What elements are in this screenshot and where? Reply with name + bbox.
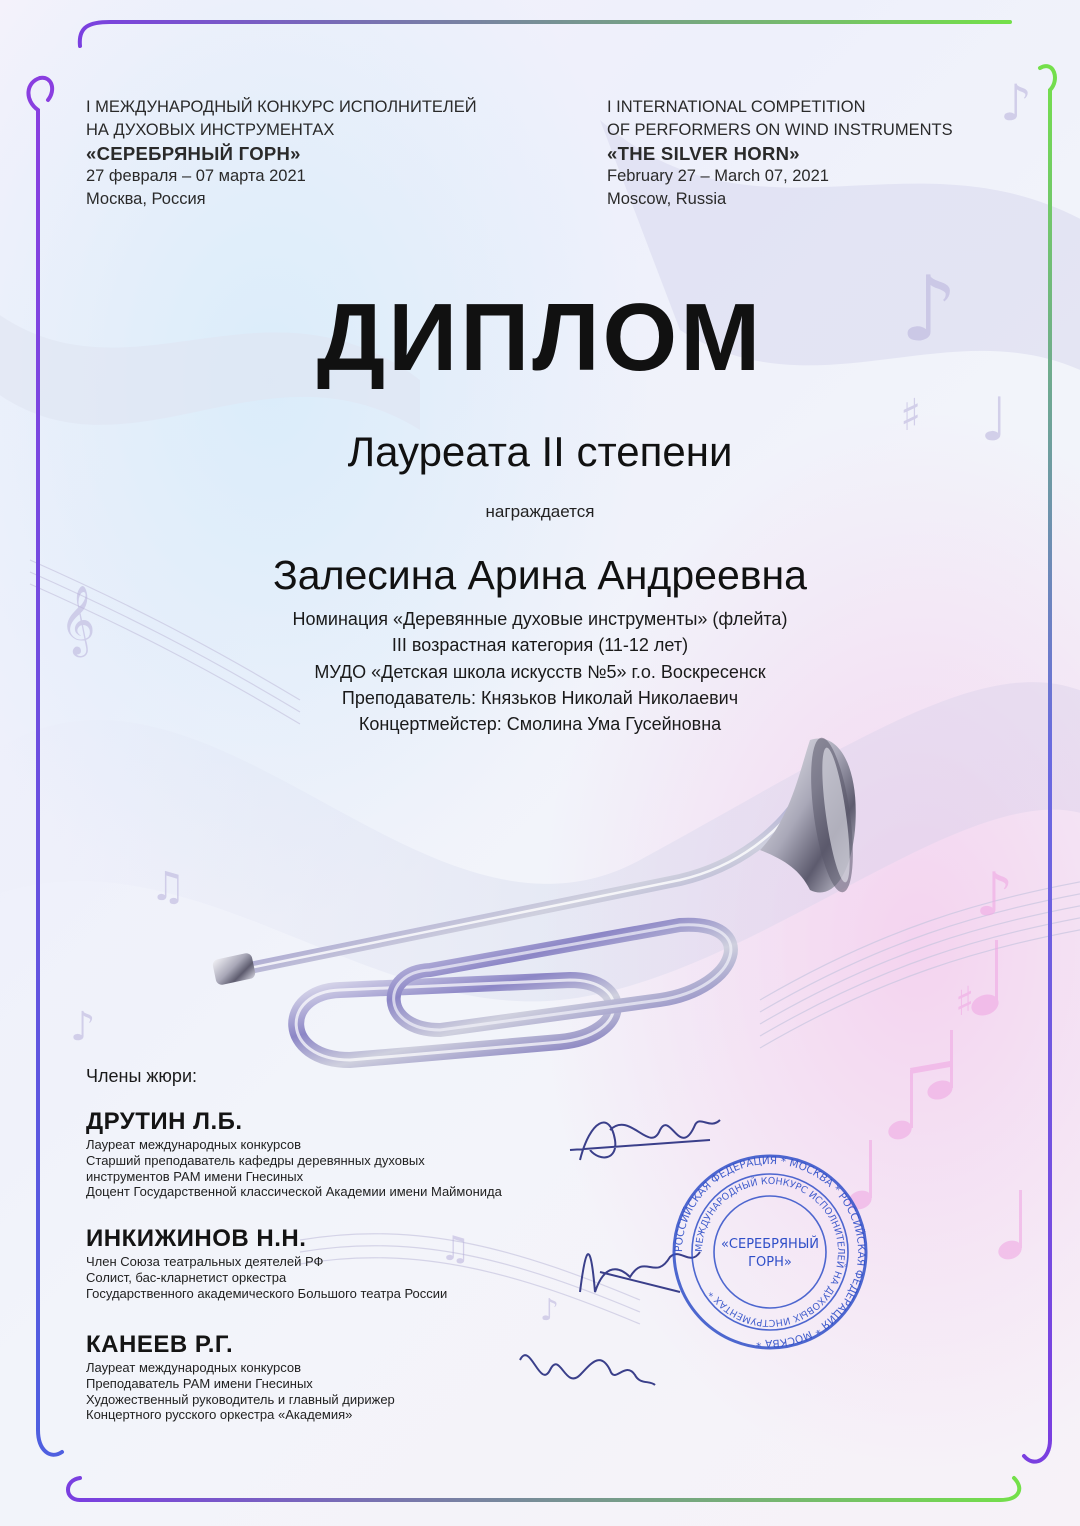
svg-text:♫: ♫ xyxy=(150,864,186,910)
bugle-illustration xyxy=(200,730,880,1070)
svg-text:♪: ♪ xyxy=(1000,74,1032,132)
header-en-place: Moscow, Russia xyxy=(607,190,727,208)
jury-member-line: Художественный руководитель и главный дирижер xyxy=(86,1391,395,1407)
header-en-line1: I INTERNATIONAL COMPETITION xyxy=(607,98,866,116)
detail-age-category: III возрастная категория (11-12 лет) xyxy=(391,635,689,656)
header-en-dates: February 27 – March 07, 2021 xyxy=(607,167,829,185)
jury-member-line: Преподаватель РАМ имени Гнесиных xyxy=(86,1375,313,1391)
jury-member-line: Старший преподаватель кафедры деревянных духовых xyxy=(86,1152,425,1168)
jury-member-line: Доцент Государственной классической Академии имени Маймонида xyxy=(86,1184,502,1200)
svg-text:♪: ♪ xyxy=(975,860,1014,930)
stamp-center-line2: ГОРН» xyxy=(748,1255,792,1270)
svg-text:♪: ♪ xyxy=(70,1004,96,1050)
svg-text:♫: ♫ xyxy=(440,1229,471,1269)
jury-member xyxy=(86,1107,502,1200)
jury-member-line: Солист, бас-кларнетист оркестра xyxy=(86,1269,287,1285)
header-en-competition-name: «THE SILVER HORN» xyxy=(607,143,800,164)
awarded-label: награждается xyxy=(485,502,595,521)
svg-text:𝄞: 𝄞 xyxy=(60,585,96,655)
header-ru-line1: I МЕЖДУНАРОДНЫЙ КОНКУРС ИСПОЛНИТЕЛЕЙ xyxy=(86,98,477,116)
detail-nomination: Номинация «Деревянные духовые инструменты» (флейта) xyxy=(292,609,788,629)
header-ru xyxy=(86,96,477,211)
jury-member-line: Лауреат международных конкурсов xyxy=(86,1360,301,1375)
svg-text:♯: ♯ xyxy=(955,979,975,1025)
svg-text:♯: ♯ xyxy=(900,390,922,441)
jury-heading: Члены жюри: xyxy=(86,1066,197,1086)
jury-member-line: Государственного академического Большого театра России xyxy=(86,1285,448,1301)
header-ru-dates: 27 февраля – 07 марта 2021 xyxy=(86,167,306,185)
svg-text:♩: ♩ xyxy=(980,385,1009,455)
diploma-title: ДИПЛОМ xyxy=(316,284,764,391)
stamp-outer-text: РОССИЙСКАЯ ФЕДЕРАЦИЯ * МОСКВА * РОССИЙСКАЯ ФЕДЕРАЦИЯ * МОСКВА * xyxy=(672,1154,868,1350)
header-ru-competition-name: «СЕРЕБРЯНЫЙ ГОРН» xyxy=(86,143,301,164)
competition-stamp xyxy=(670,1152,870,1352)
detail-teacher: Преподаватель: Князьков Николай Николаевич xyxy=(341,687,739,708)
diploma-subtitle: Лауреата II степени xyxy=(347,428,733,475)
svg-text:♪: ♪ xyxy=(900,257,958,362)
detail-school: МУДО «Детская школа искусств №5» г.о. Воскресенск xyxy=(314,661,766,682)
jury-member-name: КАНЕЕВ Р.Г. xyxy=(86,1331,234,1358)
jury-member-line: Концертного русского оркестра «Академия» xyxy=(86,1407,353,1423)
jury-member xyxy=(86,1224,447,1301)
jury-member-name: ИНКИЖИНОВ Н.Н. xyxy=(86,1225,307,1252)
jury-member-line: Член Союза театральных деятелей РФ xyxy=(86,1254,324,1269)
jury-member-name: ДРУТИН Л.Б. xyxy=(86,1108,243,1135)
jury-member-line: инструментов РАМ имени Гнесиных xyxy=(86,1168,304,1184)
header-en-line2: OF PERFORMERS ON WIND INSTRUMENTS xyxy=(607,121,953,139)
jury-member-line: Лауреат международных конкурсов xyxy=(86,1137,301,1152)
recipient-name: Залесина Арина Андреевна xyxy=(273,552,807,598)
stamp-ring-text: МЕЖДУНАРОДНЫЙ КОНКУРС ИСПОЛНИТЕЛЕЙ НА ДУХОВЫХ ИНСТРУМЕНТАХ * xyxy=(693,1175,847,1329)
award-details xyxy=(0,606,1080,737)
header-ru-line2: НА ДУХОВЫХ ИНСТРУМЕНТАХ xyxy=(86,121,335,139)
signature-kaneev xyxy=(510,1330,660,1410)
header-en xyxy=(607,96,953,211)
svg-text:♪: ♪ xyxy=(540,1293,560,1328)
svg-text:МЕЖДУНАРОДНЫЙ КОНКУРС ИСПОЛНИТ xyxy=(694,1176,847,1328)
header-ru-place: Москва, Россия xyxy=(86,190,206,208)
jury-member xyxy=(86,1330,395,1423)
detail-accompanist: Концертмейстер: Смолина Ума Гусейновна xyxy=(358,714,722,735)
stamp-center-line1: «СЕРЕБРЯНЫЙ xyxy=(720,1237,820,1252)
